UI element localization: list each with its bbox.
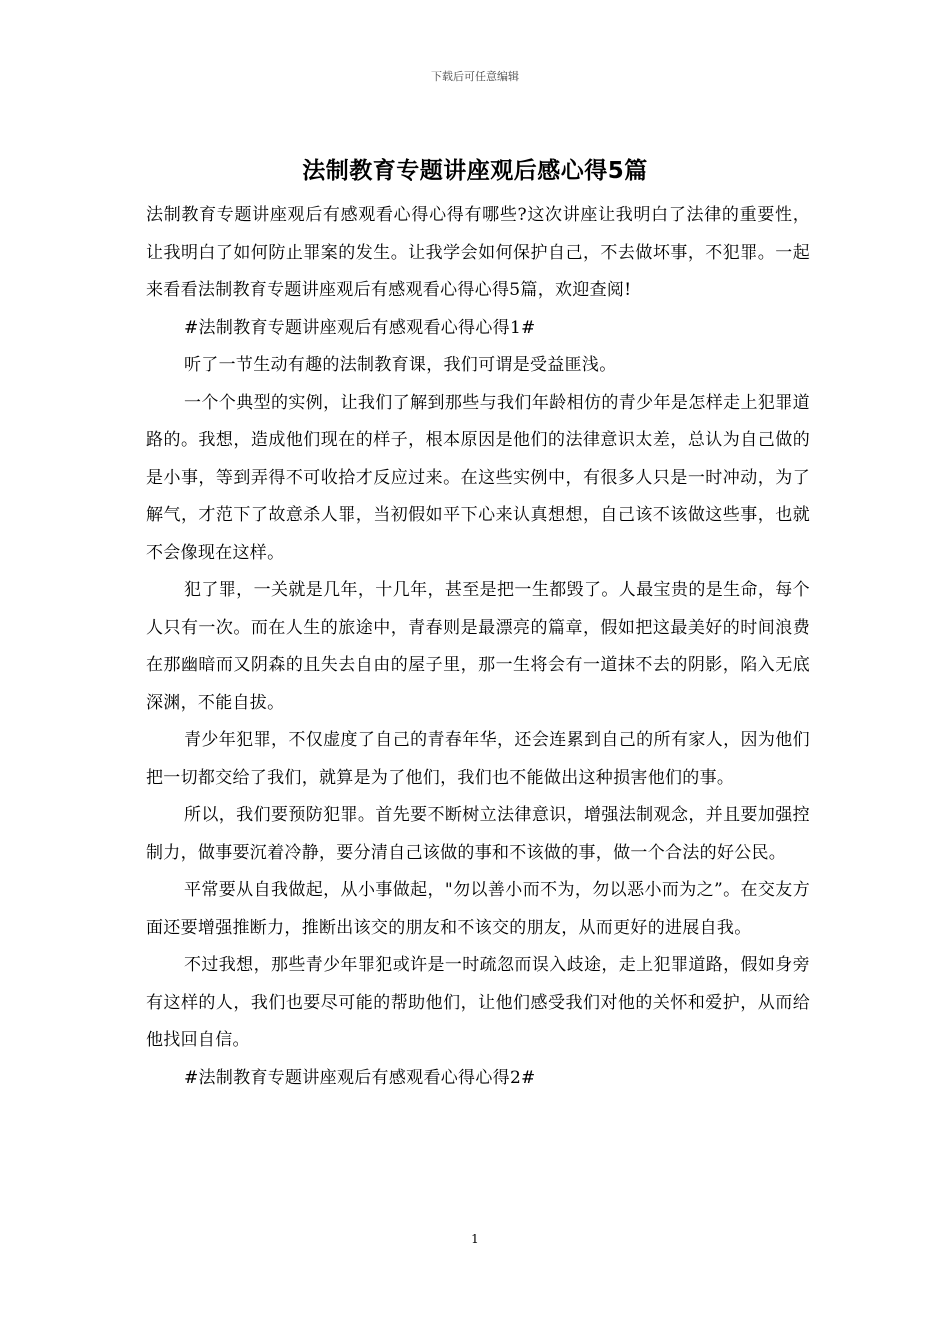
paragraph: 犯了罪，一关就是几年，十几年，甚至是把一生都毁了。人最宝贵的是生命，每个人只有一次。而在人生的旅途中，青春则是最漂亮的篇章，假如把这最美好的时间浪费在那幽暗而又阴森的且失去自由的屋子里，那一生将会有一道抹不去的阴影，陷入无底深渊，不能自拔。 xyxy=(146,580,810,713)
paragraph: 听了一节生动有趣的法制教育课，我们可谓是受益匪浅。 xyxy=(184,355,617,375)
section-heading-1: #法制教育专题讲座观后有感观看心得心得1# xyxy=(184,317,536,338)
paragraph: 一个个典型的实例，让我们了解到那些与我们年龄相仿的青少年是怎样走上犯罪道路的。我想，造成他们现在的样子，根本原因是他们的法律意识太差，总认为自己做的是小事，等到弄得不可收拾才反应过来。在这些实例中，有很多人只是一时冲动，为了解气，才范下了故意杀人罪，当初假如平下心来认真想想，自己该不该做这些事，也就不会像现在这样。 xyxy=(146,392,810,563)
paragraph: 不过我想，那些青少年罪犯或许是一时疏忽而误入歧途，走上犯罪道路，假如身旁有这样的人，我们也要尽可能的帮助他们，让他们感受我们对他的关怀和爱护，从而给他找回自信。 xyxy=(146,955,810,1050)
paragraph: 青少年犯罪，不仅虚度了自己的青春年华，还会连累到自己的所有家人，因为他们把一切都交给了我们，就算是为了他们，我们也不能做出这种损害他们的事。 xyxy=(146,730,810,788)
paragraph: 所以，我们要预防犯罪。首先要不断树立法律意识，增强法制观念，并且要加强控制力，做事要沉着冷静，要分清自己该做的事和不该做的事，做一个合法的好公民。 xyxy=(146,805,810,863)
paragraph-intro: 法制教育专题讲座观后有感观看心得心得有哪些?这次讲座让我明白了法律的重要性，让我明白了如何防止罪案的发生。让我学会如何保护自己，不去做坏事，不犯罪。一起来看看法制教育专题讲座观后有感观看心得心得5篇，欢迎查阅! xyxy=(146,205,810,300)
page-header: 下载后可任意编辑 xyxy=(431,70,519,83)
section-heading-2: #法制教育专题讲座观后有感观看心得心得2# xyxy=(184,1067,536,1088)
document-title: 法制教育专题讲座观后感心得5篇 xyxy=(302,158,648,184)
document-body xyxy=(146,197,810,1097)
page-number: 1 xyxy=(471,1232,479,1246)
paragraph: 平常要从自我做起，从小事做起，"勿以善小而不为，勿以恶小而为之”。在交友方面还要增强推断力，推断出该交的朋友和不该交的朋友，从而更好的进展自我。 xyxy=(146,880,810,938)
